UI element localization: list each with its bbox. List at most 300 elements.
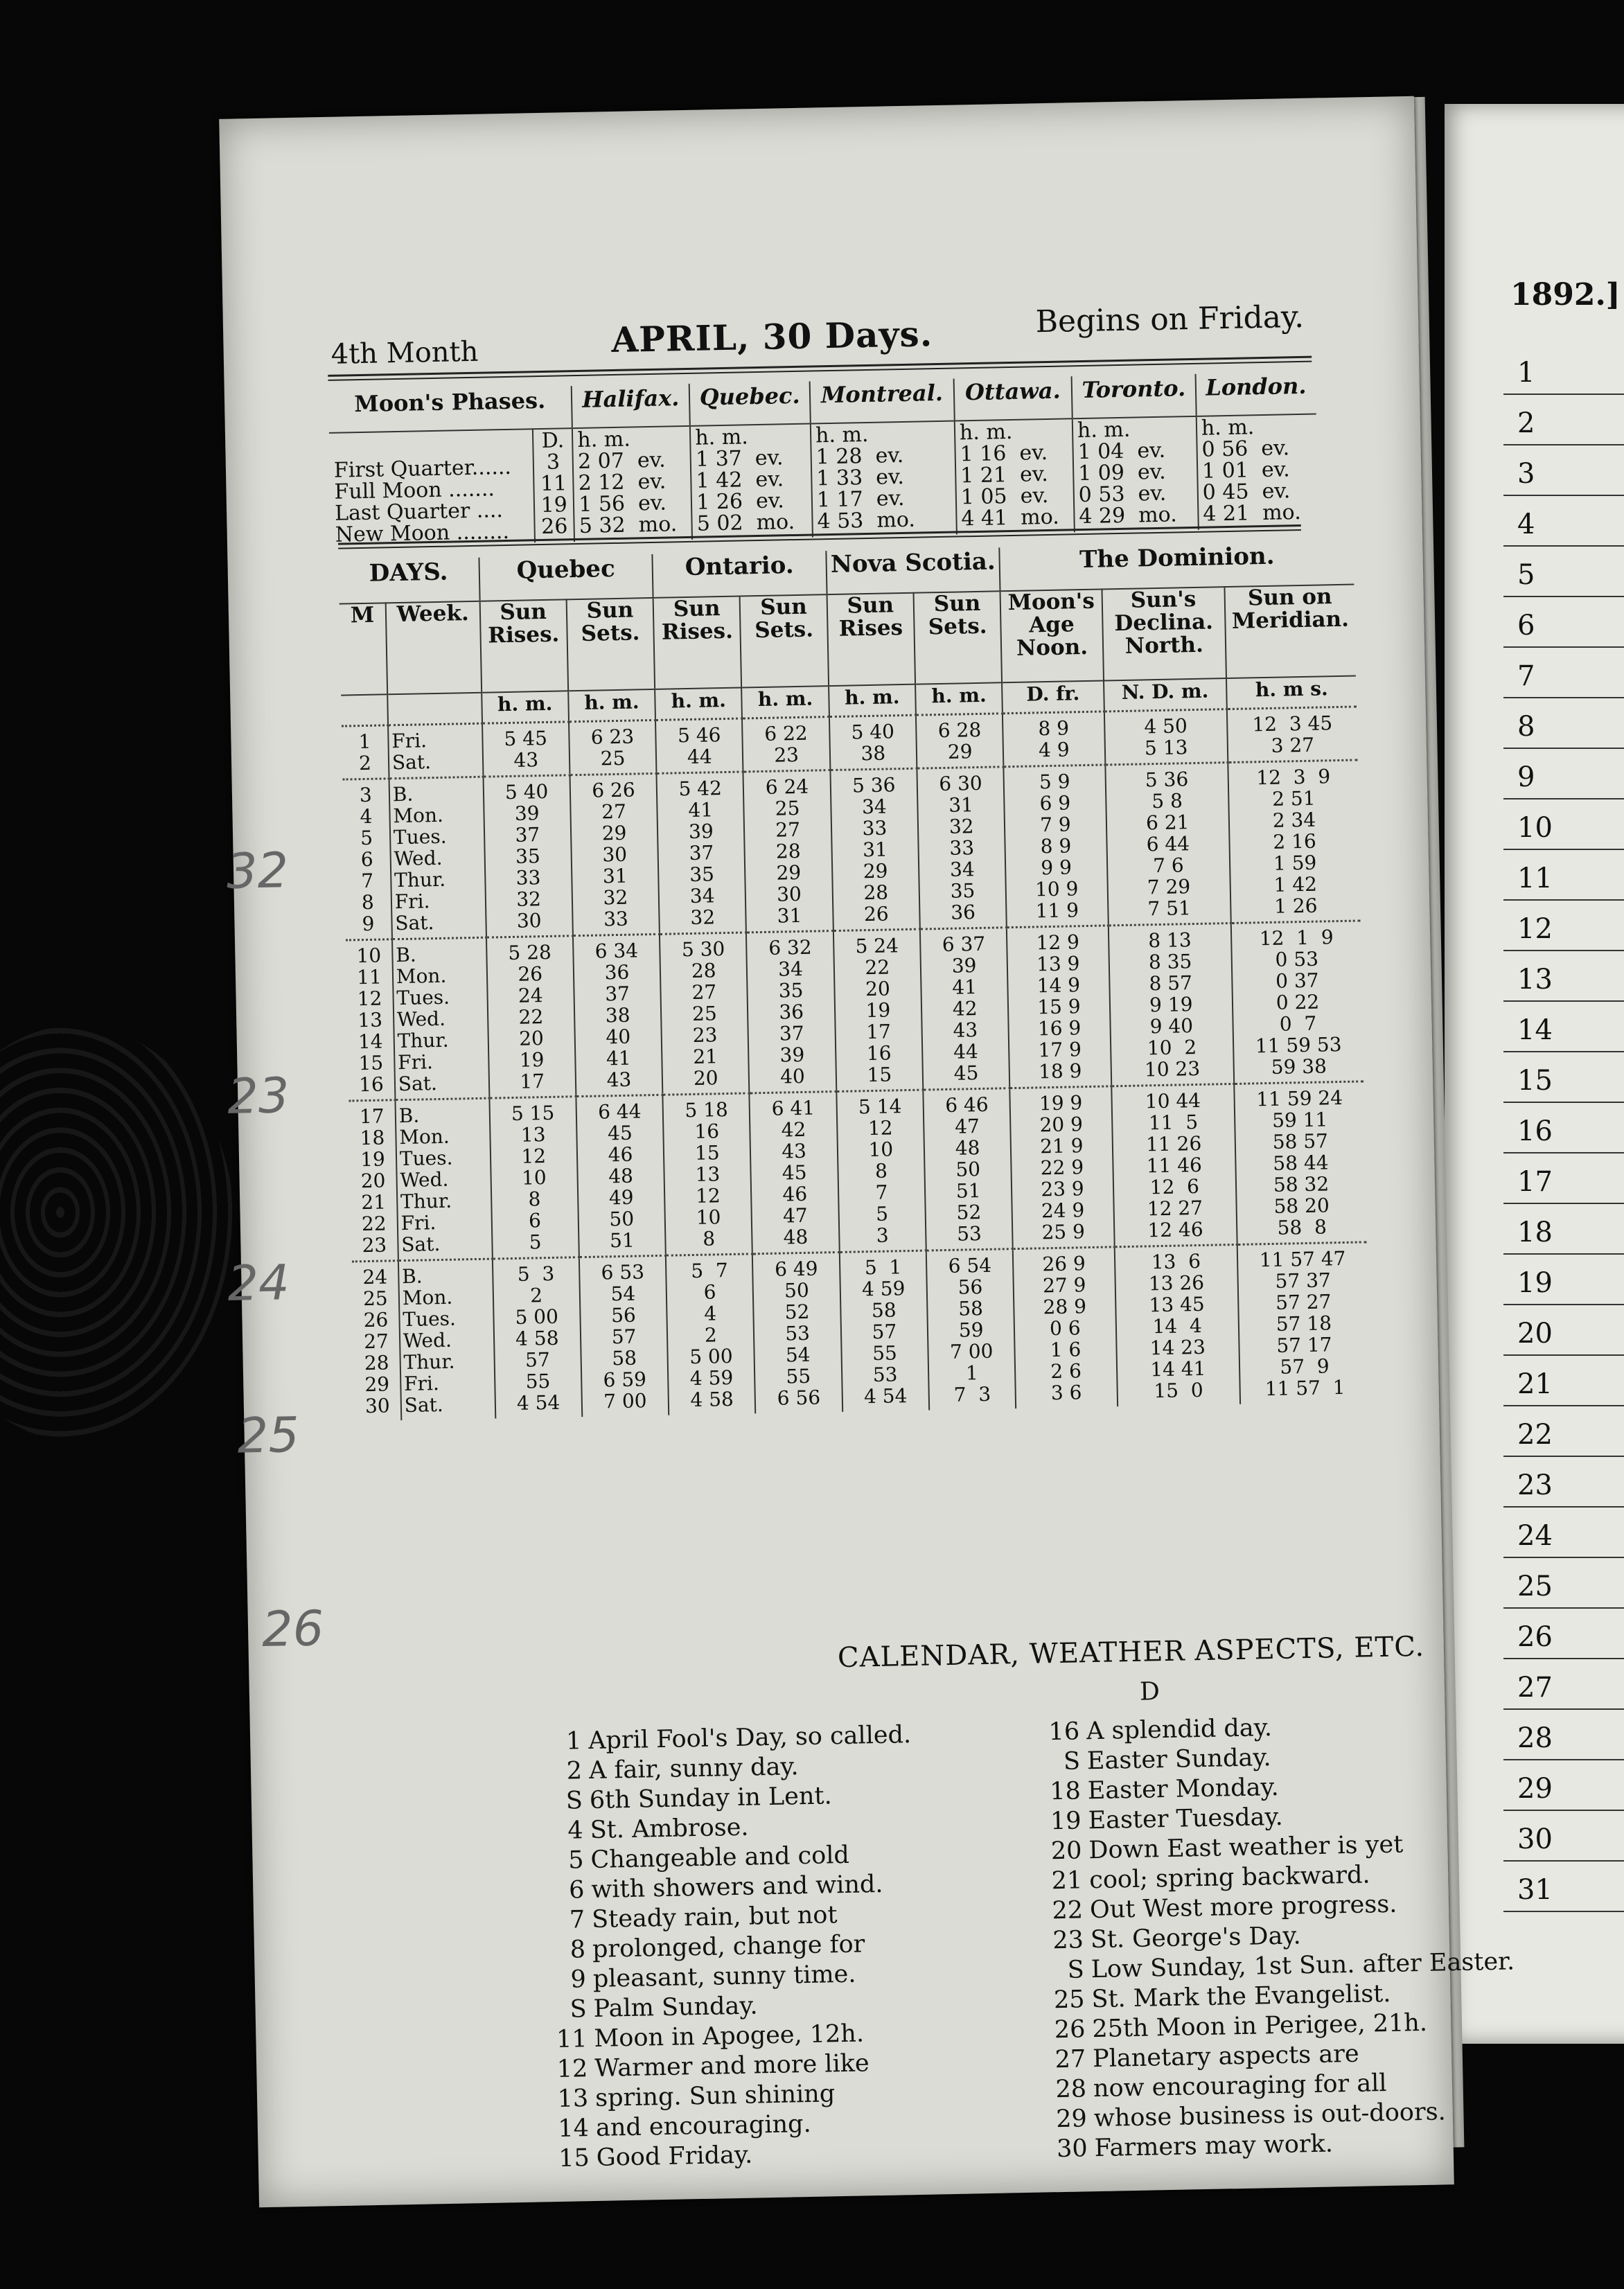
calendar-day: 16: [1048, 1717, 1080, 1747]
city-header: Quebec.: [689, 382, 811, 426]
cell-values: 8 9 4 9: [1038, 716, 1070, 762]
calendar-text: Down East weather is yet: [1088, 1830, 1404, 1865]
pencil-mark: 23: [227, 1067, 290, 1125]
cell-values: B. Mon. Tues. Wed. Thur. Fri. Sat.: [401, 1264, 457, 1417]
calendar-day: S: [1063, 1747, 1081, 1776]
week-block: [348, 1081, 1366, 1262]
cell-values: 4 50 5 13: [1144, 714, 1188, 760]
phase-days: [533, 428, 574, 542]
moon-phases-table: [328, 372, 1318, 547]
right-page-number: 12: [1517, 913, 1553, 945]
table-cell: [398, 1259, 495, 1420]
hm-label: h. m.: [695, 425, 749, 450]
calendar-entry: [556, 2137, 919, 2174]
cell-values: 10 44 11 5 11 26 11 46 12 6 12 27 12 46: [1145, 1088, 1203, 1242]
phase-time: 1 04 ev.: [1077, 438, 1166, 465]
table-cell: [926, 1249, 1016, 1411]
cell-values: 6 34 36 37 38 40 41 43: [594, 939, 639, 1092]
cell-values: 10 11 12 13 14 15 16: [356, 944, 385, 1097]
cell-values: 5 1 4 59 58 57 55 53 4 54: [861, 1255, 908, 1408]
right-page-rule: [1503, 1152, 1624, 1154]
right-page-rule: [1503, 1607, 1624, 1609]
cell-values: 6 46 47 48 50 51 52 53: [944, 1093, 989, 1246]
right-page-rule: [1503, 1658, 1624, 1659]
phase-name: Full Moon .......: [334, 477, 495, 504]
calendar-day: 13: [557, 2085, 589, 2113]
right-page-rule: [1503, 798, 1624, 799]
group-days: DAYS.: [338, 558, 479, 604]
phase-time: 1 37 ev.: [695, 445, 784, 472]
calendar-day: 14: [558, 2114, 590, 2143]
cell-values: 5 46 44: [677, 723, 721, 769]
cell-values: 12 3 45 3 27: [1252, 712, 1333, 757]
unit-label: h. m.: [655, 688, 742, 721]
right-page-rule: [1503, 1000, 1624, 1002]
unit-label: [341, 694, 388, 726]
right-page-number: 25: [1517, 1571, 1553, 1602]
cell-values: 1 2: [358, 730, 372, 775]
background-wood-grain: [0, 1025, 236, 1441]
cell-values: 5 24 22 20 19 17 16 15: [855, 934, 899, 1087]
right-page-rule: [1503, 1456, 1624, 1457]
calendar-text: Palm Sunday.: [593, 1992, 758, 2023]
table-cell: [742, 717, 830, 772]
cell-values: 6 37 39 41 42 43 44 45: [942, 932, 986, 1085]
city-times: [572, 426, 692, 542]
table-cell: [923, 1088, 1013, 1250]
daily-sun-table: [338, 541, 1370, 1422]
cell-values: 5 18 16 15 13 12 10 8: [685, 1098, 729, 1250]
right-page-rule: [1503, 1759, 1624, 1760]
calendar-day: 11: [556, 2025, 588, 2053]
cell-values: B. Mon. Tues. Wed. Thur. Fri. Sat.: [398, 1104, 453, 1257]
cell-values: 6 49 50 52 53 54 55 6 56: [774, 1257, 821, 1410]
calendar-text: Easter Sunday.: [1086, 1744, 1271, 1776]
calendar-day: S: [570, 1995, 588, 2024]
col-header: Sun's Declina. North.: [1102, 587, 1226, 680]
city-times: [1073, 416, 1199, 532]
calendar-text: A splendid day.: [1086, 1714, 1273, 1746]
col-header: Sun Sets.: [566, 598, 655, 691]
phase-time: 0 45 ev.: [1202, 479, 1291, 505]
table-cell: [348, 1100, 398, 1262]
hm-label: h. m.: [577, 427, 631, 452]
pencil-mark: 25: [236, 1406, 300, 1465]
right-page-rule: [1503, 1102, 1624, 1103]
cell-values: 13 6 13 26 13 45 14 4 14 23 14 41 15 0: [1148, 1249, 1206, 1403]
calendar-day: S: [1067, 1956, 1085, 1984]
cell-values: 6 53 54 56 57 58 6 59 7 00: [601, 1260, 647, 1413]
calendar-day: 26: [1054, 2015, 1086, 2044]
table-cell: [1004, 765, 1109, 928]
right-page-number: 24: [1517, 1520, 1553, 1552]
calendar-day: 19: [1050, 1807, 1082, 1836]
calendar-day: 25: [1053, 1986, 1085, 2015]
hm-label: h. m.: [959, 419, 1013, 445]
right-page-rule: [1503, 1051, 1624, 1052]
phase-time: 5 32 mo.: [579, 512, 678, 538]
cell-values: 6 41 42 43 45 46 47 48: [771, 1096, 815, 1249]
cell-values: 6 54 56 58 59 7 00 1 7 3: [948, 1253, 994, 1406]
table-cell: [492, 1257, 582, 1419]
calendar-day: 30: [1056, 2135, 1088, 2164]
phase-time: 4 41 mo.: [961, 504, 1060, 531]
right-page-number: 8: [1517, 711, 1535, 743]
calendar-text: now encouraging for all: [1093, 2069, 1387, 2103]
col-header: Moon's Age Noon.: [1000, 590, 1104, 683]
cell-values: 5 7 6 4 2 5 00 4 59 4 58: [689, 1259, 734, 1412]
phase-time: 1 16 ev.: [960, 440, 1048, 467]
cell-values: 5 36 34 33 31 29 28 26: [851, 773, 896, 926]
calendar-day: 7: [569, 1906, 585, 1934]
table-cell: [1104, 709, 1228, 765]
unit-label: h. m.: [568, 689, 655, 722]
group-ontario: Ontario.: [653, 551, 827, 598]
table-cell: [483, 775, 573, 937]
right-page-number: 13: [1517, 964, 1553, 996]
group-quebec: Quebec: [479, 554, 653, 601]
right-page-number: 31: [1517, 1874, 1553, 1906]
calendar-text: 25th Moon in Perigee, 21h.: [1092, 2008, 1428, 2044]
page-title: APRIL, 30 Days.: [610, 313, 933, 361]
cell-values: 8 13 8 35 8 57 9 19 9 40 10 2 10 23: [1144, 928, 1201, 1081]
table-cell: [570, 773, 660, 935]
right-page-number: 16: [1517, 1115, 1553, 1147]
table-cell: [1108, 923, 1234, 1086]
right-page-rule: [1503, 596, 1624, 597]
table-cell: [655, 718, 743, 773]
table-cell: [352, 1261, 401, 1422]
right-page-number: 22: [1517, 1419, 1553, 1451]
cell-values: 5 3 2 5 00 4 58 57 55 4 54: [515, 1262, 561, 1415]
right-page-number: 15: [1517, 1065, 1553, 1097]
hm-label: h. m.: [1077, 417, 1131, 443]
table-cell: [395, 1098, 492, 1261]
right-page-number: 4: [1517, 509, 1535, 540]
city-header: Montreal.: [810, 379, 955, 424]
cell-values: 12 3 9 2 51 2 34 2 16 1 59 1 42 1 26: [1256, 765, 1331, 918]
right-page-rule: [1503, 1203, 1624, 1204]
cell-values: 5 30 28 27 25 23 21 20: [681, 937, 725, 1090]
calendar-day: 1: [565, 1727, 582, 1756]
table-cell: [752, 1252, 842, 1413]
right-page-number: 19: [1517, 1267, 1553, 1299]
cell-values: Fri. Sat.: [391, 729, 432, 775]
cell-values: 5 36 5 8 6 21 6 44 7 6 7 29 7 51: [1145, 768, 1192, 921]
table-cell: [1114, 1244, 1240, 1406]
table-cell: [1010, 1086, 1115, 1249]
right-page-rule: [1503, 1911, 1624, 1912]
right-page-number: 5: [1517, 559, 1535, 591]
cell-values: 5 14 12 10 8 7 5 3: [858, 1095, 902, 1247]
phase-time: 4 53 mo.: [817, 507, 916, 534]
calendar-day: 20: [1050, 1837, 1082, 1866]
phase-names: [329, 429, 535, 547]
calendar-d-label: D: [1139, 1677, 1160, 1706]
calendar-text: Steady rain, but not: [591, 1901, 838, 1934]
phase-name: First Quarter......: [333, 454, 512, 483]
col-header: M: [339, 603, 387, 695]
city-times: [811, 421, 957, 538]
city-header: Toronto.: [1071, 374, 1196, 418]
right-page-number: 9: [1517, 761, 1535, 793]
calendar-text: A fair, sunny day.: [588, 1753, 799, 1785]
cell-values: 5 45 43: [504, 726, 548, 772]
right-page-number: 14: [1517, 1014, 1553, 1046]
right-page-number: 21: [1517, 1368, 1553, 1400]
phase-time: 1 01 ev.: [1201, 457, 1290, 484]
cell-values: 5 9 6 9 7 9 8 9 9 9 10 9 11 9: [1034, 770, 1079, 923]
table-cell: [666, 1254, 756, 1415]
calendar-text: St. Ambrose.: [590, 1813, 749, 1845]
calendar-text: Farmers may work.: [1094, 2130, 1334, 2163]
calendar-title: CALENDAR, WEATHER ASPECTS, ETC.: [837, 1630, 1425, 1674]
cell-values: 11 59 24 59 11 58 57 58 44 58 32 58 20 58 8: [1255, 1086, 1343, 1239]
phase-time: 1 42 ev.: [696, 467, 784, 493]
calendar-text: St. Mark the Evangelist.: [1091, 1979, 1391, 2014]
phase-time: 1 21 ev.: [960, 461, 1049, 488]
unit-label: h. m.: [742, 686, 829, 718]
table-cell: [482, 722, 570, 777]
col-header: Sun Sets.: [740, 594, 829, 687]
city-times: [955, 418, 1075, 534]
table-cell: [486, 936, 576, 1098]
phase-time: 1 26 ev.: [696, 488, 785, 515]
table-cell: [920, 928, 1010, 1090]
hm-label: h. m.: [1201, 415, 1255, 441]
table-cell: [830, 768, 920, 930]
calendar-text: 6th Sunday in Lent.: [589, 1782, 833, 1815]
right-page-number: 17: [1517, 1166, 1553, 1198]
city-header: Halifax.: [572, 384, 690, 428]
cell-values: 6 30 31 32 33 34 35 36: [939, 771, 982, 924]
phase-time: 4 21 mo.: [1202, 500, 1302, 527]
phase-time: 1 56 ev.: [578, 491, 667, 517]
table-cell: [663, 1093, 753, 1255]
calendar-day: 2: [566, 1757, 583, 1785]
table-cell: [1003, 712, 1105, 767]
right-page-number: 28: [1517, 1722, 1553, 1754]
phase-name: New Moon ........: [335, 519, 510, 547]
right-page-number: 10: [1517, 812, 1553, 844]
begins-label: Begins on Friday.: [1035, 299, 1305, 340]
right-page-number: 23: [1517, 1469, 1553, 1501]
right-page-number: 11: [1517, 863, 1553, 894]
col-header: Sun Rises.: [479, 599, 568, 692]
calendar-day: 28: [1055, 2075, 1087, 2104]
phase-time: 1 05 ev.: [960, 483, 1049, 510]
group-nova-scotia: Nova Scotia.: [826, 547, 1000, 594]
right-page-number: 20: [1517, 1318, 1553, 1350]
right-page-rule: [1503, 646, 1624, 648]
pencil-mark: 24: [227, 1254, 290, 1312]
unit-label: h. m.: [829, 684, 916, 717]
phase-time: 0 56 ev.: [1201, 436, 1290, 462]
cell-values: 12 9 13 9 14 9 15 9 16 9 17 9 18 9: [1036, 930, 1082, 1084]
calendar-day: 23: [1052, 1926, 1084, 1955]
city-header: Ottawa.: [953, 376, 1072, 421]
table-cell: [1228, 760, 1360, 923]
calendar-text: Moon in Apogee, 12h.: [594, 2020, 865, 2053]
phase-time: 1 09 ev.: [1077, 459, 1167, 486]
calendar-day: 6: [568, 1876, 585, 1904]
calendar-text: prolonged, change for: [592, 1930, 865, 1963]
calendar-day: 21: [1051, 1866, 1083, 1895]
calendar-text: Changeable and cold: [590, 1841, 850, 1874]
phase-day: 3: [546, 450, 561, 475]
col-header: Sun Sets.: [914, 591, 1003, 684]
right-page-rule: [1503, 1253, 1624, 1255]
right-page-rule: [1503, 1405, 1624, 1406]
city-times: [1197, 414, 1318, 530]
phases-header: Moon's Phases.: [328, 386, 572, 433]
pencil-mark: 26: [261, 1600, 324, 1659]
cell-values: 5 42 41 39 37 35 34 32: [678, 777, 723, 929]
phase-name: Last Quarter ....: [334, 498, 504, 526]
table-cell: [573, 934, 663, 1096]
right-page-year: 1892.]: [1510, 277, 1621, 312]
calendar-left-column: [548, 1720, 919, 2174]
calendar-day: 12: [556, 2055, 588, 2083]
cell-values: 6 28 29: [937, 718, 982, 763]
cell-values: B. Mon. Tues. Wed. Thur. Fri. Sat.: [395, 943, 450, 1096]
right-page-number: 18: [1517, 1217, 1553, 1248]
right-page-number: 27: [1517, 1672, 1553, 1704]
calendar-text: whose business is out-doors.: [1093, 2098, 1447, 2133]
week-block: [343, 760, 1361, 940]
table-cell: [916, 714, 1004, 768]
cell-values: 5 28 26 24 22 20 19 17: [508, 940, 552, 1093]
unit-label: h. m s.: [1226, 675, 1357, 709]
calendar-day: 4: [567, 1817, 584, 1845]
right-page-number: 30: [1517, 1823, 1553, 1855]
calendar-day: 15: [558, 2144, 590, 2173]
cell-values: 11 57 47 57 37 57 27 57 18 57 17 57 9 11 57 1: [1259, 1246, 1346, 1401]
table-cell: [576, 1095, 666, 1257]
calendar-text: April Fool's Day, so called.: [588, 1721, 912, 1756]
calendar-day: 22: [1052, 1896, 1084, 1925]
cell-values: 12 1 9 0 53 0 37 0 22 0 7 11 59 53 59 38: [1255, 926, 1342, 1079]
calendar-text: Good Friday.: [596, 2141, 753, 2172]
table-cell: [579, 1255, 669, 1417]
calendar-right-column: [1043, 1708, 1519, 2164]
table-cell: [489, 1097, 579, 1259]
calendar-day: 18: [1049, 1777, 1082, 1806]
table-cell: [657, 772, 747, 934]
right-page-rule: [1503, 394, 1624, 395]
right-page-number: 29: [1517, 1773, 1553, 1805]
calendar-text: pleasant, sunny time.: [592, 1960, 856, 1993]
group-dominion: The Dominion.: [1000, 541, 1354, 592]
right-page-rule: [1503, 748, 1624, 749]
cell-values: 6 23 25: [590, 725, 635, 770]
cell-values: 6 44 45 46 48 49 50 51: [597, 1099, 642, 1253]
table-cell: [750, 1091, 840, 1253]
right-page-rule: [1503, 950, 1624, 951]
calendar-day: 9: [570, 1965, 587, 1994]
right-page-number: 2: [1517, 407, 1535, 439]
cell-values: 26 9 27 9 28 9 0 6 1 6 2 6 3 6: [1042, 1252, 1087, 1405]
table-cell: [743, 770, 833, 933]
week-block: [346, 921, 1363, 1101]
table-cell: [1234, 1081, 1366, 1245]
phase-time: 2 07 ev.: [577, 448, 666, 474]
col-header: Sun Rises.: [653, 596, 742, 689]
calendar-text: Easter Monday.: [1087, 1773, 1280, 1805]
cell-values: 5 40 38: [851, 720, 895, 766]
unit-label: h. m.: [482, 691, 569, 723]
phase-day: 11: [540, 471, 567, 497]
right-page-rule: [1503, 1860, 1624, 1862]
table-cell: [660, 933, 750, 1095]
right-page-rule: [1503, 1304, 1624, 1305]
right-page-number: 26: [1517, 1621, 1553, 1653]
almanac-page: [219, 96, 1515, 2208]
calendar-day: 27: [1054, 2045, 1086, 2074]
table-cell: [1007, 926, 1111, 1088]
cell-values: 5 15 13 12 10 8 6 5: [511, 1101, 555, 1254]
calendar-day: 29: [1055, 2105, 1088, 2134]
table-cell: [392, 937, 489, 1100]
pencil-mark: 32: [226, 842, 289, 900]
cell-values: 19 9 20 9 21 9 22 9 23 9 24 9 25 9: [1039, 1091, 1086, 1244]
right-page-rule: [1503, 495, 1624, 496]
city-times: [690, 424, 813, 540]
cell-values: 6 24 25 27 28 29 30 31: [765, 775, 809, 928]
col-header: Sun Rises: [827, 593, 915, 686]
calendar-day: 8: [570, 1936, 586, 1964]
hm-label: h. m.: [815, 422, 869, 448]
unit-label: D. fr.: [1002, 680, 1104, 713]
col-header: Week.: [386, 601, 482, 695]
unit-label: [387, 693, 482, 725]
cell-values: 5 40 39 37 35 33 32 30: [504, 779, 549, 933]
right-page-rule: [1503, 545, 1624, 547]
table-cell: [917, 767, 1007, 929]
calendar-text: St. George's Day.: [1090, 1922, 1302, 1954]
phase-time: 1 28 ev.: [815, 443, 904, 470]
calendar-text: Planetary aspects are: [1092, 2040, 1359, 2074]
phase-time: 1 33 ev.: [816, 464, 905, 491]
table-cell: [569, 720, 657, 775]
week-block: [352, 1242, 1370, 1422]
right-page-rule: [1503, 1557, 1624, 1558]
calendar-text: cool; spring backward.: [1088, 1861, 1370, 1895]
month-label: 4th Month: [330, 335, 479, 371]
unit-label: N. D. m.: [1104, 678, 1227, 712]
table-cell: [1111, 1084, 1237, 1246]
right-page-rule: [1503, 444, 1624, 445]
phase-time: 0 53 ev.: [1078, 481, 1167, 508]
table-cell: [1013, 1247, 1118, 1408]
calendar-day: S: [565, 1787, 583, 1815]
phase-time: 2 12 ev.: [578, 469, 667, 495]
d-label: D.: [541, 428, 565, 453]
table-cell: [1227, 707, 1357, 763]
unit-label: h. m.: [915, 682, 1003, 715]
table-cell: [346, 939, 395, 1101]
calendar-text: Low Sunday, 1st Sun. after Easter.: [1091, 1947, 1515, 1984]
cell-values: 6 22 23: [764, 721, 808, 767]
calendar-text: Easter Tuesday.: [1088, 1803, 1284, 1835]
table-cell: [829, 715, 917, 770]
right-page-rule: [1503, 899, 1624, 901]
right-page-rule: [1503, 1810, 1624, 1811]
cell-values: 17 18 19 20 21 22 23: [359, 1104, 387, 1257]
cell-values: 3 4 5 6 7 8 9: [359, 783, 375, 936]
cell-values: 6 26 27 29 30 31 32 33: [591, 778, 635, 931]
table-cell: [1231, 921, 1363, 1084]
